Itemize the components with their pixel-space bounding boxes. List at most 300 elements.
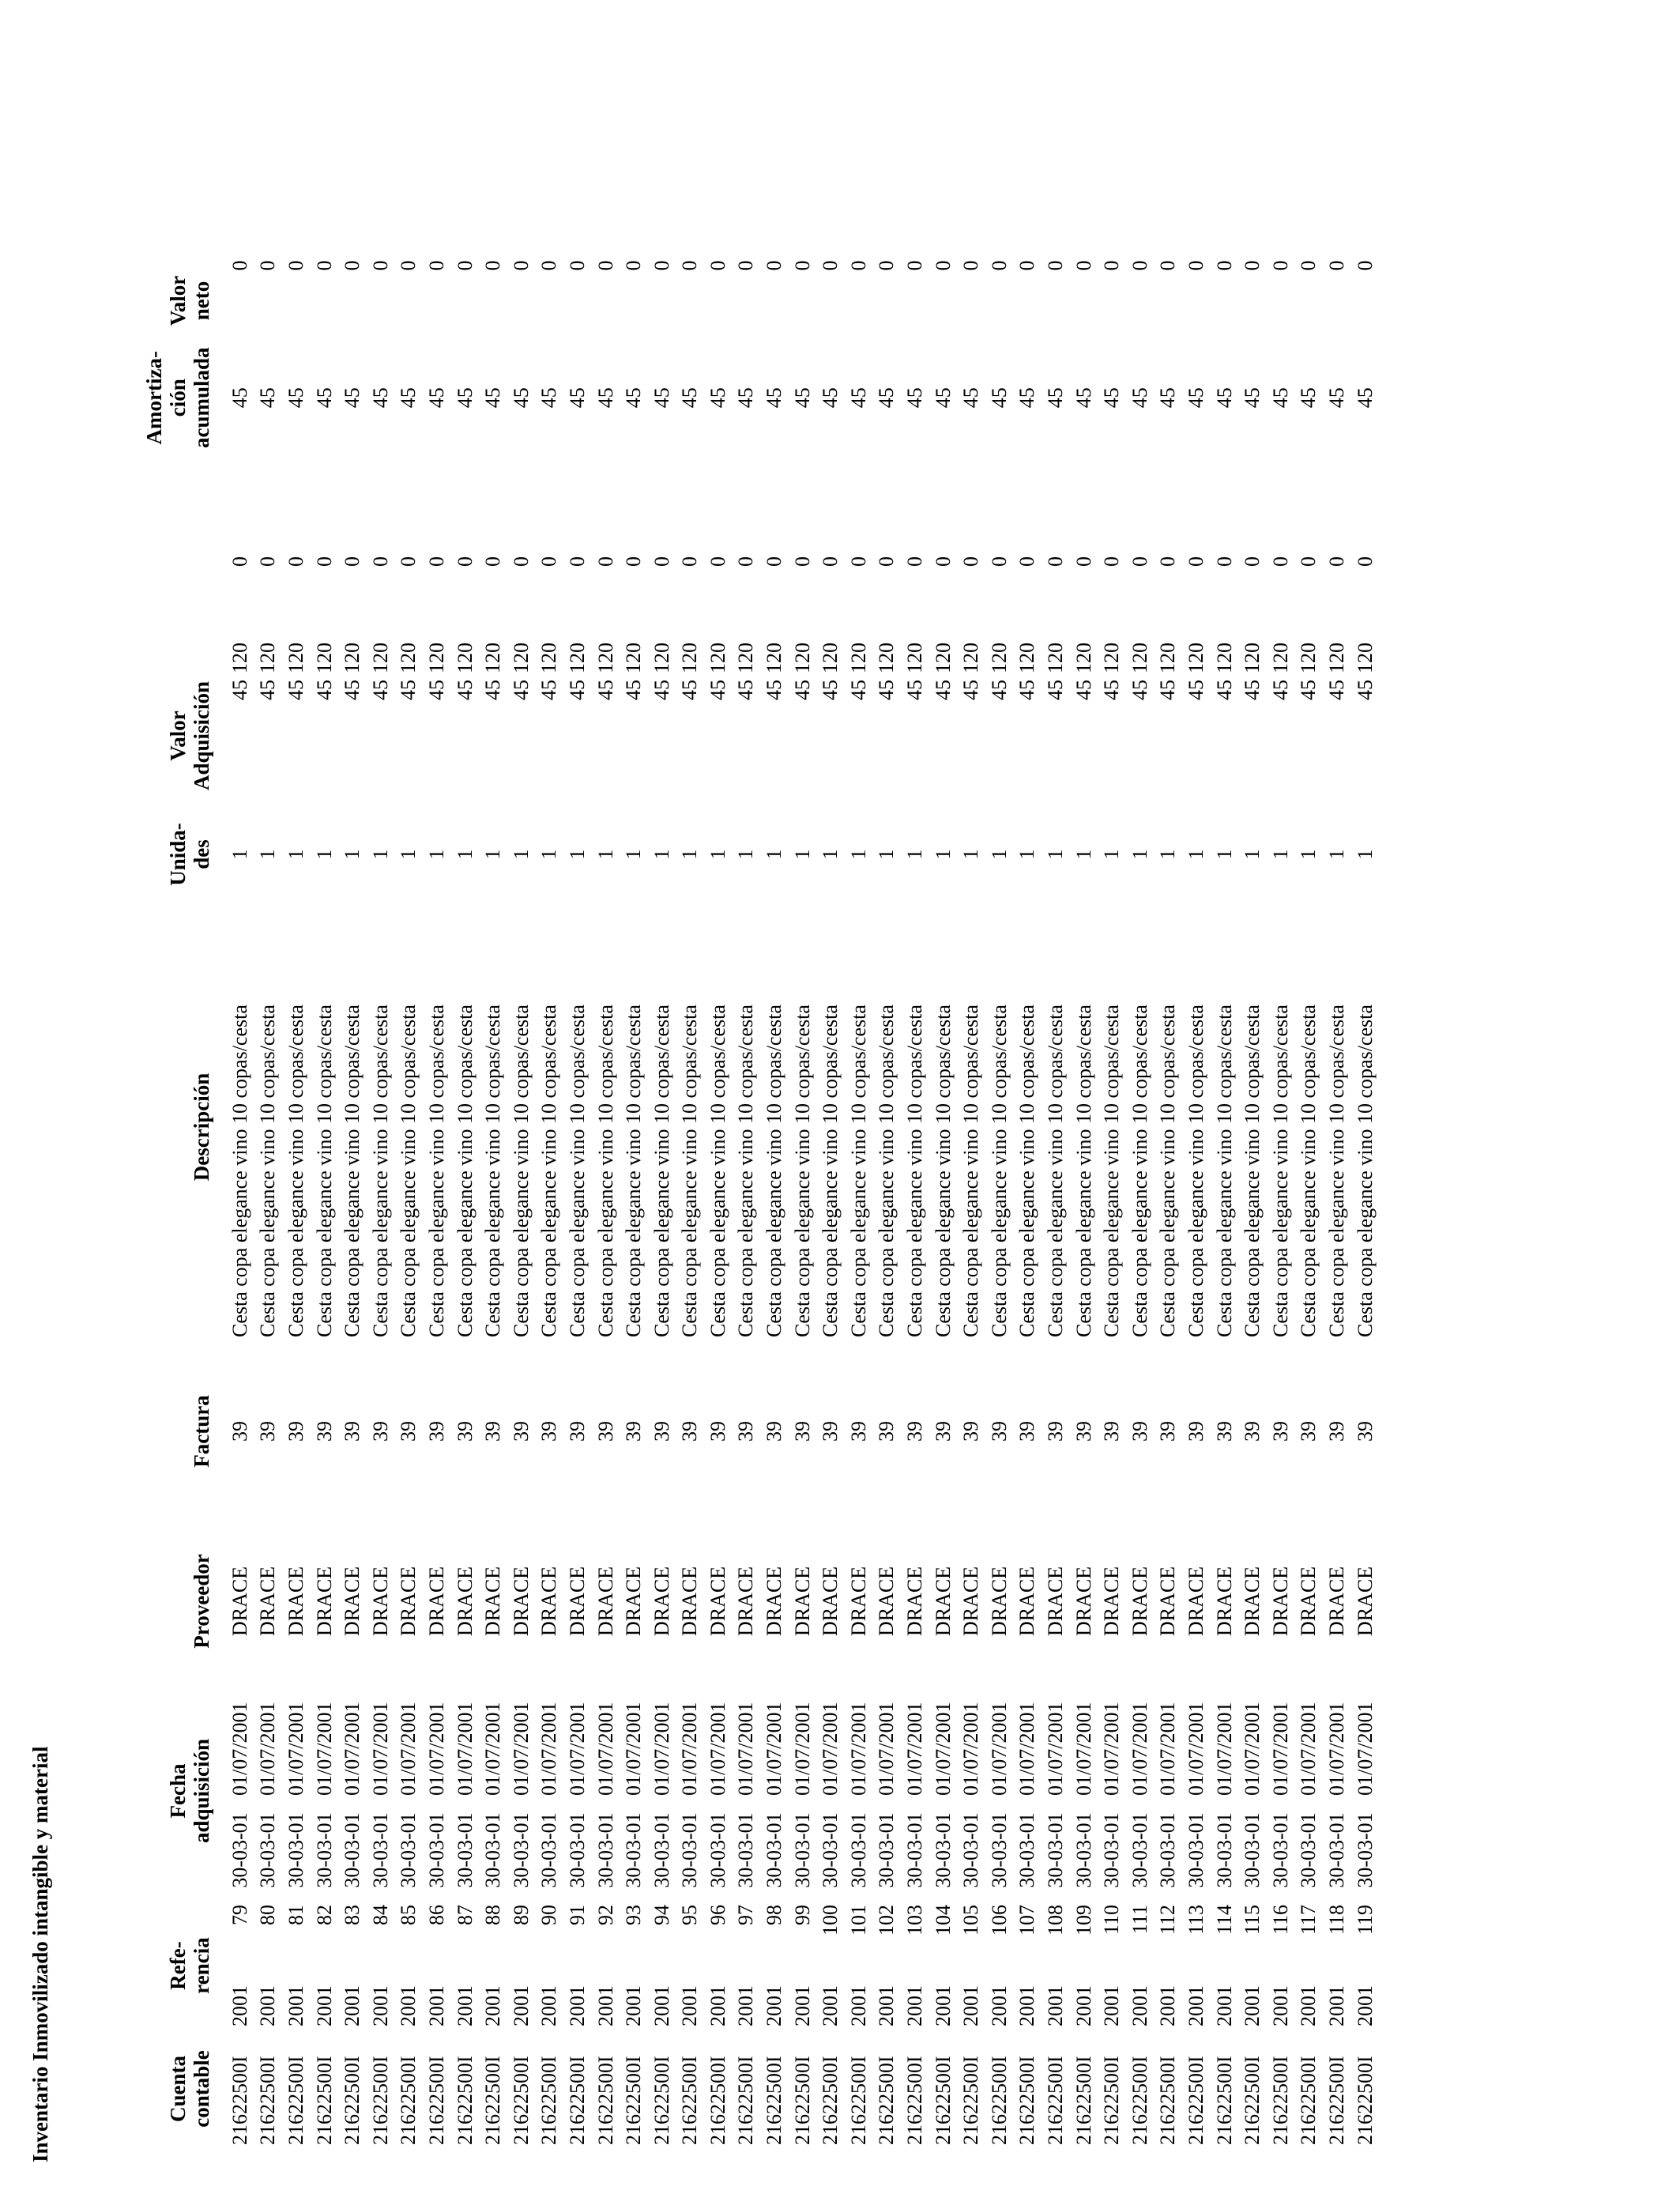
cell-ref-year: 2001 <box>481 1985 505 2026</box>
cell-ref-number: 104 <box>931 1905 955 1936</box>
cell-fecha-registro: 01/07/2001 <box>424 1702 448 1796</box>
cell-cuenta: 21622500I <box>397 2056 420 2145</box>
cell-fecha-registro: 01/07/2001 <box>903 1702 927 1796</box>
header-factura: Factura <box>190 1395 213 1468</box>
cell-factura: 39 <box>819 1421 842 1442</box>
table-row <box>1267 257 1295 2148</box>
cell-amortizacion-previa: 0 <box>593 556 617 567</box>
cell-descripcion: Cesta copa elegance vino 10 copas/cesta <box>1353 1005 1377 1337</box>
cell-cuenta: 21622500I <box>1353 2056 1377 2145</box>
cell-vida: 120 <box>1324 643 1348 673</box>
table-row <box>1351 257 1380 2148</box>
cell-fecha: 30-03-01 <box>284 1812 307 1888</box>
cell-ref-number: 117 <box>1297 1905 1320 1936</box>
cell-ref-year: 2001 <box>987 1985 1011 2026</box>
cell-amortizacion-previa: 0 <box>1072 556 1095 567</box>
header-valor-neto: Valor neto <box>166 275 213 326</box>
cell-ref-number: 91 <box>565 1905 589 1925</box>
cell-vida: 120 <box>790 643 814 673</box>
cell-cuenta: 21622500I <box>1324 2056 1348 2145</box>
table-row <box>1238 257 1267 2148</box>
table-row <box>760 257 789 2148</box>
cell-descripcion: Cesta copa elegance vino 10 copas/cesta <box>397 1005 420 1337</box>
cell-proveedor: DRACE <box>1072 1566 1095 1637</box>
cell-factura: 39 <box>341 1421 364 1442</box>
cell-cuenta: 21622500I <box>622 2056 646 2145</box>
cell-cuenta: 21622500I <box>1268 2056 1292 2145</box>
cell-amortizacion: 45 <box>1353 387 1377 409</box>
cell-descripcion: Cesta copa elegance vino 10 copas/cesta <box>312 1005 336 1337</box>
cell-proveedor: DRACE <box>734 1566 758 1637</box>
table-row <box>1323 257 1351 2148</box>
cell-fecha-registro: 01/07/2001 <box>734 1702 758 1796</box>
table-row <box>648 257 676 2148</box>
cell-ref-year: 2001 <box>1297 1985 1320 2026</box>
cell-amortizacion-previa: 0 <box>284 556 307 567</box>
cell-unidades: 1 <box>875 849 898 860</box>
cell-amortizacion-previa: 0 <box>846 556 870 567</box>
cell-unidades: 1 <box>593 849 617 860</box>
cell-amortizacion-previa: 0 <box>228 556 251 567</box>
header-amortizacion: Amortiza- ción acumulada <box>142 347 213 448</box>
cell-proveedor: DRACE <box>819 1566 842 1637</box>
header-proveedor: Proveedor <box>190 1554 213 1649</box>
cell-descripcion: Cesta copa elegance vino 10 copas/cesta <box>987 1005 1011 1337</box>
cell-valor-neto: 0 <box>228 260 251 271</box>
cell-ref-year: 2001 <box>537 1985 561 2026</box>
cell-proveedor: DRACE <box>1241 1566 1264 1637</box>
cell-amortizacion: 45 <box>819 387 842 409</box>
cell-fecha-registro: 01/07/2001 <box>228 1702 251 1796</box>
cell-unidades: 1 <box>763 849 786 860</box>
cell-unidades: 1 <box>1044 849 1068 860</box>
cell-valor-neto: 0 <box>959 260 983 271</box>
table-row <box>311 257 339 2148</box>
cell-ref-year: 2001 <box>397 1985 420 2026</box>
cell-cuenta: 21622500I <box>706 2056 729 2145</box>
cell-unidades: 1 <box>1072 849 1095 860</box>
cell-descripcion: Cesta copa elegance vino 10 copas/cesta <box>622 1005 646 1337</box>
cell-fecha: 30-03-01 <box>368 1812 392 1888</box>
cell-cuenta: 21622500I <box>593 2056 617 2145</box>
cell-proveedor: DRACE <box>368 1566 392 1637</box>
cell-amortizacion: 45 <box>706 387 729 409</box>
cell-vida: 120 <box>341 643 364 673</box>
cell-ref-number: 98 <box>763 1905 786 1925</box>
cell-ref-number: 116 <box>1268 1905 1292 1936</box>
cell-fecha: 30-03-01 <box>734 1812 758 1888</box>
cell-amortizacion: 45 <box>678 387 702 409</box>
cell-valor-adquisicion: 45 <box>706 680 729 700</box>
cell-unidades: 1 <box>1297 849 1320 860</box>
cell-proveedor: DRACE <box>1324 1566 1348 1637</box>
cell-cuenta: 21622500I <box>819 2056 842 2145</box>
cell-ref-number: 111 <box>1128 1905 1151 1935</box>
cell-vida: 120 <box>312 643 336 673</box>
cell-amortizacion-previa: 0 <box>790 556 814 567</box>
cell-ref-number: 82 <box>312 1905 336 1925</box>
table-row <box>423 257 451 2148</box>
cell-valor-neto: 0 <box>509 260 533 271</box>
cell-vida: 120 <box>397 643 420 673</box>
cell-factura: 39 <box>453 1421 477 1442</box>
cell-vida: 120 <box>537 643 561 673</box>
cell-fecha: 30-03-01 <box>987 1812 1011 1888</box>
cell-fecha: 30-03-01 <box>706 1812 729 1888</box>
cell-fecha: 30-03-01 <box>1184 1812 1207 1888</box>
cell-factura: 39 <box>1268 1421 1292 1442</box>
cell-factura: 39 <box>1015 1421 1039 1442</box>
cell-vida: 120 <box>1044 643 1068 673</box>
cell-valor-adquisicion: 45 <box>1184 680 1207 700</box>
cell-ref-number: 83 <box>341 1905 364 1925</box>
cell-valor-neto: 0 <box>706 260 729 271</box>
cell-amortizacion-previa: 0 <box>256 556 280 567</box>
cell-valor-adquisicion: 45 <box>650 680 673 700</box>
cell-factura: 39 <box>284 1421 307 1442</box>
cell-proveedor: DRACE <box>1015 1566 1039 1637</box>
cell-descripcion: Cesta copa elegance vino 10 copas/cesta <box>565 1005 589 1337</box>
cell-amortizacion: 45 <box>1100 387 1124 409</box>
cell-valor-adquisicion: 45 <box>846 680 870 700</box>
cell-unidades: 1 <box>650 849 673 860</box>
cell-factura: 39 <box>678 1421 702 1442</box>
cell-valor-neto: 0 <box>1128 260 1151 271</box>
cell-unidades: 1 <box>1212 849 1236 860</box>
cell-factura: 39 <box>734 1421 758 1442</box>
cell-amortizacion-previa: 0 <box>819 556 842 567</box>
table-row <box>395 257 424 2148</box>
cell-ref-number: 85 <box>397 1905 420 1925</box>
cell-cuenta: 21622500I <box>1100 2056 1124 2145</box>
cell-valor-neto: 0 <box>537 260 561 271</box>
cell-valor-neto: 0 <box>903 260 927 271</box>
cell-ref-number: 110 <box>1100 1905 1124 1936</box>
cell-vida: 120 <box>453 643 477 673</box>
cell-unidades: 1 <box>453 849 477 860</box>
cell-valor-neto: 0 <box>1212 260 1236 271</box>
cell-valor-neto: 0 <box>734 260 758 271</box>
cell-descripcion: Cesta copa elegance vino 10 copas/cesta <box>453 1005 477 1337</box>
cell-ref-number: 107 <box>1015 1905 1039 1936</box>
cell-ref-year: 2001 <box>284 1985 307 2026</box>
cell-cuenta: 21622500I <box>903 2056 927 2145</box>
cell-amortizacion: 45 <box>1184 387 1207 409</box>
cell-fecha: 30-03-01 <box>959 1812 983 1888</box>
cell-factura: 39 <box>1044 1421 1068 1442</box>
cell-vida: 120 <box>846 643 870 673</box>
cell-cuenta: 21622500I <box>481 2056 505 2145</box>
table-body <box>226 257 1379 2148</box>
cell-fecha-registro: 01/07/2001 <box>368 1702 392 1796</box>
cell-ref-year: 2001 <box>256 1985 280 2026</box>
cell-fecha-registro: 01/07/2001 <box>1268 1702 1292 1796</box>
cell-fecha: 30-03-01 <box>1324 1812 1348 1888</box>
cell-amortizacion-previa: 0 <box>678 556 702 567</box>
cell-proveedor: DRACE <box>678 1566 702 1637</box>
table-row <box>226 257 254 2148</box>
cell-descripcion: Cesta copa elegance vino 10 copas/cesta <box>763 1005 786 1337</box>
cell-valor-adquisicion: 45 <box>565 680 589 700</box>
cell-valor-neto: 0 <box>1100 260 1124 271</box>
table-row <box>592 257 620 2148</box>
cell-unidades: 1 <box>537 849 561 860</box>
cell-amortizacion: 45 <box>959 387 983 409</box>
table-row <box>479 257 507 2148</box>
cell-ref-year: 2001 <box>1268 1985 1292 2026</box>
cell-factura: 39 <box>1324 1421 1348 1442</box>
cell-vida: 120 <box>1241 643 1264 673</box>
cell-amortizacion: 45 <box>537 387 561 409</box>
cell-vida: 120 <box>228 643 251 673</box>
cell-cuenta: 21622500I <box>256 2056 280 2145</box>
cell-fecha-registro: 01/07/2001 <box>481 1702 505 1796</box>
cell-proveedor: DRACE <box>790 1566 814 1637</box>
table-row <box>507 257 536 2148</box>
cell-descripcion: Cesta copa elegance vino 10 copas/cesta <box>734 1005 758 1337</box>
cell-fecha-registro: 01/07/2001 <box>706 1702 729 1796</box>
cell-amortizacion-previa: 0 <box>706 556 729 567</box>
cell-ref-year: 2001 <box>650 1985 673 2026</box>
cell-valor-adquisicion: 45 <box>1324 680 1348 700</box>
cell-valor-adquisicion: 45 <box>1015 680 1039 700</box>
cell-fecha-registro: 01/07/2001 <box>650 1702 673 1796</box>
table-row <box>704 257 733 2148</box>
cell-proveedor: DRACE <box>1128 1566 1151 1637</box>
cell-amortizacion-previa: 0 <box>1156 556 1180 567</box>
cell-fecha: 30-03-01 <box>1353 1812 1377 1888</box>
cell-descripcion: Cesta copa elegance vino 10 copas/cesta <box>509 1005 533 1337</box>
cell-factura: 39 <box>1353 1421 1377 1442</box>
cell-valor-neto: 0 <box>397 260 420 271</box>
cell-valor-neto: 0 <box>1156 260 1180 271</box>
cell-fecha-registro: 01/07/2001 <box>1128 1702 1151 1796</box>
cell-unidades: 1 <box>284 849 307 860</box>
cell-ref-year: 2001 <box>903 1985 927 2026</box>
cell-cuenta: 21622500I <box>1297 2056 1320 2145</box>
cell-ref-year: 2001 <box>453 1985 477 2026</box>
cell-ref-number: 115 <box>1241 1905 1264 1936</box>
cell-amortizacion-previa: 0 <box>1268 556 1292 567</box>
cell-valor-adquisicion: 45 <box>678 680 702 700</box>
cell-valor-neto: 0 <box>368 260 392 271</box>
cell-ref-year: 2001 <box>734 1985 758 2026</box>
cell-proveedor: DRACE <box>509 1566 533 1637</box>
table-row <box>1182 257 1211 2148</box>
cell-cuenta: 21622500I <box>537 2056 561 2145</box>
cell-fecha-registro: 01/07/2001 <box>593 1702 617 1796</box>
cell-valor-neto: 0 <box>1184 260 1207 271</box>
cell-cuenta: 21622500I <box>228 2056 251 2145</box>
cell-descripcion: Cesta copa elegance vino 10 copas/cesta <box>678 1005 702 1337</box>
cell-fecha-registro: 01/07/2001 <box>1353 1702 1377 1796</box>
cell-proveedor: DRACE <box>284 1566 307 1637</box>
cell-valor-adquisicion: 45 <box>537 680 561 700</box>
table-row <box>1295 257 1324 2148</box>
cell-proveedor: DRACE <box>1156 1566 1180 1637</box>
cell-fecha: 30-03-01 <box>1044 1812 1068 1888</box>
cell-cuenta: 21622500I <box>424 2056 448 2145</box>
cell-unidades: 1 <box>622 849 646 860</box>
table-row <box>1070 257 1098 2148</box>
cell-valor-adquisicion: 45 <box>1241 680 1264 700</box>
cell-unidades: 1 <box>734 849 758 860</box>
cell-descripcion: Cesta copa elegance vino 10 copas/cesta <box>481 1005 505 1337</box>
cell-valor-neto: 0 <box>565 260 589 271</box>
cell-amortizacion-previa: 0 <box>1128 556 1151 567</box>
cell-ref-year: 2001 <box>1353 1985 1377 2026</box>
cell-descripcion: Cesta copa elegance vino 10 copas/cesta <box>1156 1005 1180 1337</box>
cell-amortizacion-previa: 0 <box>1184 556 1207 567</box>
cell-fecha: 30-03-01 <box>903 1812 927 1888</box>
table-row <box>845 257 873 2148</box>
cell-valor-neto: 0 <box>931 260 955 271</box>
cell-unidades: 1 <box>312 849 336 860</box>
header-blank-2 <box>95 451 226 570</box>
table-row <box>901 257 929 2148</box>
cell-valor-adquisicion: 45 <box>593 680 617 700</box>
cell-valor-neto: 0 <box>256 260 280 271</box>
cell-fecha: 30-03-01 <box>1212 1812 1236 1888</box>
cell-vida: 120 <box>481 643 505 673</box>
cell-ref-number: 92 <box>593 1905 617 1925</box>
cell-ref-number: 102 <box>875 1905 898 1936</box>
cell-unidades: 1 <box>1015 849 1039 860</box>
cell-vida: 120 <box>1015 643 1039 673</box>
cell-proveedor: DRACE <box>1268 1566 1292 1637</box>
cell-valor-adquisicion: 45 <box>790 680 814 700</box>
cell-ref-number: 97 <box>734 1905 758 1925</box>
cell-valor-adquisicion: 45 <box>453 680 477 700</box>
cell-fecha-registro: 01/07/2001 <box>678 1702 702 1796</box>
cell-valor-adquisicion: 45 <box>341 680 364 700</box>
cell-ref-number: 88 <box>481 1905 505 1925</box>
cell-descripcion: Cesta copa elegance vino 10 copas/cesta <box>931 1005 955 1337</box>
cell-fecha: 30-03-01 <box>453 1812 477 1888</box>
table-row <box>338 257 367 2148</box>
cell-proveedor: DRACE <box>1044 1566 1068 1637</box>
cell-fecha: 30-03-01 <box>1268 1812 1292 1888</box>
table-row <box>254 257 283 2148</box>
cell-amortizacion-previa: 0 <box>1297 556 1320 567</box>
cell-vida: 120 <box>1268 643 1292 673</box>
cell-amortizacion-previa: 0 <box>903 556 927 567</box>
cell-amortizacion: 45 <box>1015 387 1039 409</box>
cell-ref-number: 112 <box>1156 1905 1180 1936</box>
cell-unidades: 1 <box>846 849 870 860</box>
cell-fecha-registro: 01/07/2001 <box>1044 1702 1068 1796</box>
cell-fecha: 30-03-01 <box>875 1812 898 1888</box>
cell-amortizacion-previa: 0 <box>959 556 983 567</box>
table-row <box>789 257 817 2148</box>
cell-descripcion: Cesta copa elegance vino 10 copas/cesta <box>1297 1005 1320 1337</box>
cell-valor-adquisicion: 45 <box>509 680 533 700</box>
cell-vida: 120 <box>593 643 617 673</box>
cell-cuenta: 21622500I <box>509 2056 533 2145</box>
document-title: Inventario Inmovilizado intangible y material <box>28 1746 52 2162</box>
cell-factura: 39 <box>875 1421 898 1442</box>
cell-descripcion: Cesta copa elegance vino 10 copas/cesta <box>1184 1005 1207 1337</box>
cell-fecha-registro: 01/07/2001 <box>256 1702 280 1796</box>
cell-amortizacion: 45 <box>1268 387 1292 409</box>
cell-ref-year: 2001 <box>790 1985 814 2026</box>
cell-descripcion: Cesta copa elegance vino 10 copas/cesta <box>846 1005 870 1337</box>
cell-descripcion: Cesta copa elegance vino 10 copas/cesta <box>650 1005 673 1337</box>
cell-factura: 39 <box>706 1421 729 1442</box>
cell-descripcion: Cesta copa elegance vino 10 copas/cesta <box>875 1005 898 1337</box>
cell-fecha: 30-03-01 <box>341 1812 364 1888</box>
cell-descripcion: Cesta copa elegance vino 10 copas/cesta <box>1324 1005 1348 1337</box>
cell-unidades: 1 <box>368 849 392 860</box>
cell-descripcion: Cesta copa elegance vino 10 copas/cesta <box>1268 1005 1292 1337</box>
cell-amortizacion-previa: 0 <box>1044 556 1068 567</box>
cell-fecha-registro: 01/07/2001 <box>1241 1702 1264 1796</box>
cell-descripcion: Cesta copa elegance vino 10 copas/cesta <box>903 1005 927 1337</box>
cell-vida: 120 <box>959 643 983 673</box>
cell-ref-year: 2001 <box>1044 1985 1068 2026</box>
cell-valor-neto: 0 <box>987 260 1011 271</box>
cell-valor-neto: 0 <box>1297 260 1320 271</box>
cell-fecha-registro: 01/07/2001 <box>284 1702 307 1796</box>
cell-fecha: 30-03-01 <box>1241 1812 1264 1888</box>
table-row <box>1014 257 1042 2148</box>
cell-fecha-registro: 01/07/2001 <box>312 1702 336 1796</box>
cell-descripcion: Cesta copa elegance vino 10 copas/cesta <box>537 1005 561 1337</box>
cell-amortizacion-previa: 0 <box>1241 556 1264 567</box>
cell-fecha-registro: 01/07/2001 <box>1212 1702 1236 1796</box>
cell-proveedor: DRACE <box>1353 1566 1377 1637</box>
header-blank-1 <box>95 570 226 677</box>
cell-vida: 120 <box>650 643 673 673</box>
cell-fecha-registro: 01/07/2001 <box>1156 1702 1180 1796</box>
cell-amortizacion-previa: 0 <box>481 556 505 567</box>
cell-vida: 120 <box>875 643 898 673</box>
cell-cuenta: 21622500I <box>1128 2056 1151 2145</box>
cell-descripcion: Cesta copa elegance vino 10 copas/cesta <box>1072 1005 1095 1337</box>
table-row <box>816 257 845 2148</box>
cell-proveedor: DRACE <box>931 1566 955 1637</box>
cell-fecha-registro: 01/07/2001 <box>1324 1702 1348 1796</box>
cell-valor-adquisicion: 45 <box>1072 680 1095 700</box>
cell-descripcion: Cesta copa elegance vino 10 copas/cesta <box>1044 1005 1068 1337</box>
cell-fecha-registro: 01/07/2001 <box>1100 1702 1124 1796</box>
cell-fecha: 30-03-01 <box>846 1812 870 1888</box>
cell-proveedor: DRACE <box>312 1566 336 1637</box>
cell-proveedor: DRACE <box>846 1566 870 1637</box>
cell-vida: 120 <box>1156 643 1180 673</box>
cell-vida: 120 <box>931 643 955 673</box>
cell-proveedor: DRACE <box>875 1566 898 1637</box>
cell-ref-year: 2001 <box>1156 1985 1180 2026</box>
cell-ref-year: 2001 <box>959 1985 983 2026</box>
cell-factura: 39 <box>903 1421 927 1442</box>
cell-cuenta: 21622500I <box>312 2056 336 2145</box>
cell-fecha-registro: 01/07/2001 <box>1015 1702 1039 1796</box>
cell-ref-number: 80 <box>256 1905 280 1925</box>
cell-unidades: 1 <box>1156 849 1180 860</box>
cell-fecha-registro: 01/07/2001 <box>819 1702 842 1796</box>
cell-proveedor: DRACE <box>453 1566 477 1637</box>
cell-factura: 39 <box>987 1421 1011 1442</box>
cell-fecha-registro: 01/07/2001 <box>1184 1702 1207 1796</box>
cell-descripcion: Cesta copa elegance vino 10 copas/cesta <box>1015 1005 1039 1337</box>
cell-descripcion: Cesta copa elegance vino 10 copas/cesta <box>1100 1005 1124 1337</box>
cell-ref-year: 2001 <box>509 1985 533 2026</box>
cell-valor-adquisicion: 45 <box>1100 680 1124 700</box>
cell-cuenta: 21622500I <box>1072 2056 1095 2145</box>
cell-valor-adquisicion: 45 <box>228 680 251 700</box>
table-row <box>451 257 480 2148</box>
